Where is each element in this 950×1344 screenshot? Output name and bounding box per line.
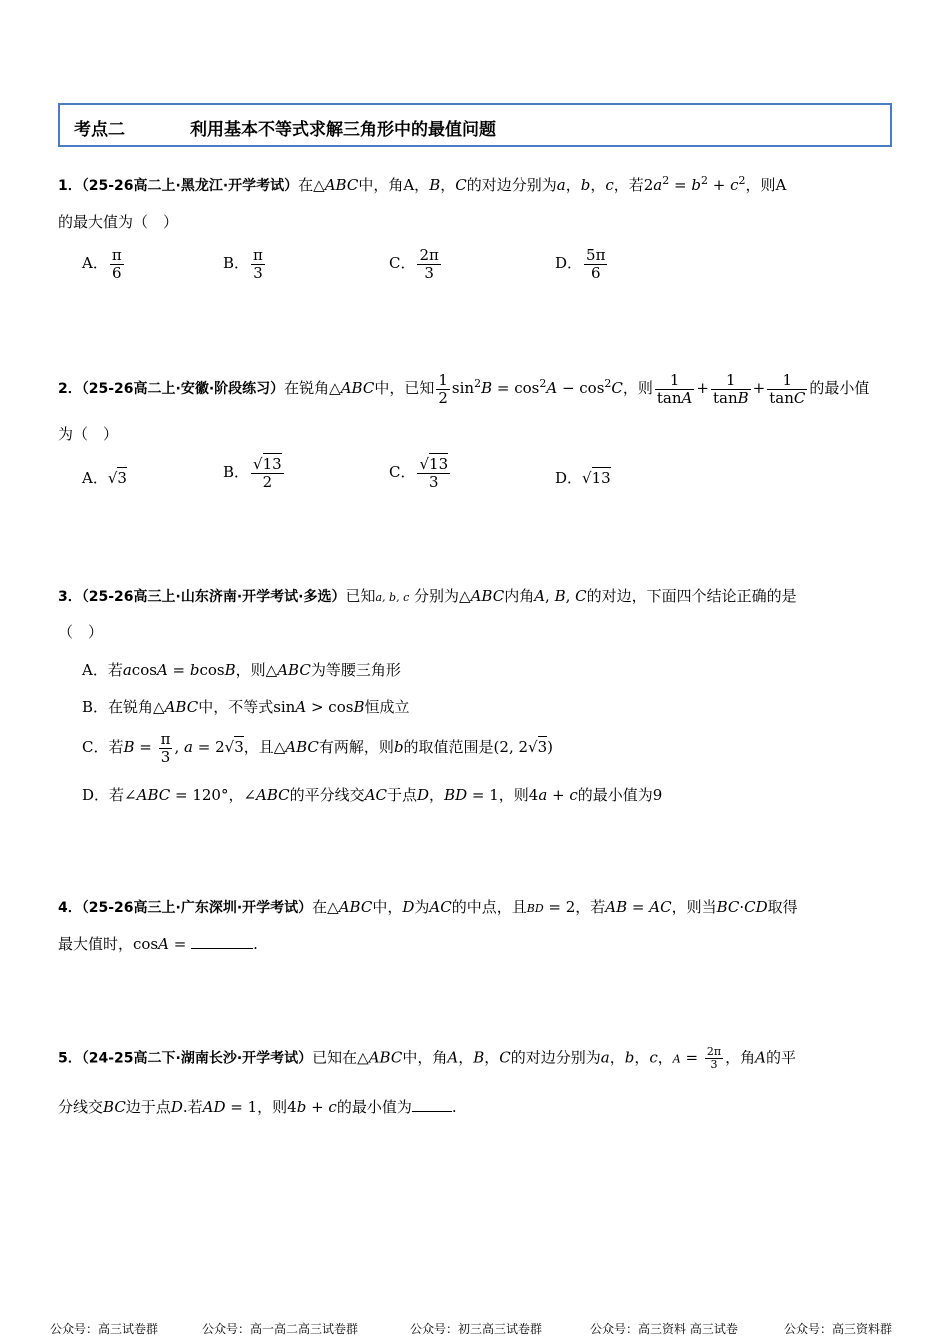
footer-item: 公众号：高三试卷群 [50,1322,159,1336]
q3-option-d[interactable]: D．若∠ABC = 120°，∠ABC的平分线交AC于点D，BD = 1，则4a + c的最小值为9 [82,786,663,804]
section-label: 考点二 [74,120,125,140]
question-3-line1: 3．（25-26高三上·山东济南·开学考试·多选）已知a, b, c 分别为△ABC内角A, B, C的对边，下面四个结论正确的是 [58,587,797,605]
footer-item: 公众号：高三资料 高三试卷 [590,1322,738,1336]
question-4-line2: 最大值时，cosA = . [58,935,258,953]
section-header [58,103,892,147]
q1-option-c[interactable]: C． $\frac{2\pi}{3}$ [389,246,439,282]
section-title: 利用基本不等式求解三角形中的最值问题 [190,120,496,140]
q2-option-d[interactable]: D．√13 [555,469,611,487]
q3-number: 3． [58,589,82,605]
footer-item: 公众号：初三高三试卷群 [410,1322,543,1336]
question-5-line1: 5．（24-25高二下·湖南长沙·开学考试）已知在△ABC中，角A，B，C的对边分别为a，b，c，A = $\frac{2\pi}{3}$ ，角A的平 [58,1045,796,1072]
q3-source: （25-26高三上·山东济南·开学考试·多选） [81,589,346,605]
q1-option-b[interactable]: B． $\frac{\pi}{3}$ [223,246,263,282]
q5-source: （24-25高二下·湖南长沙·开学考试） [81,1050,313,1067]
q4-answer-blank[interactable] [191,948,253,949]
q4-source: （25-26高三上·广东深圳·开学考试） [81,900,313,916]
question-3-line2: （ ） [58,623,104,641]
question-2-line1: 2．（25-26高二上·安徽·阶段练习）在锐角△ABC中，已知 $\frac{1}{2}$ $\sin^2B = \cos^2A - \cos^2C$，则 $\frac{1}{\tan A}$ + $\frac{1}{\tan B}$ + $\frac{1}{\tan C}$ 的最小值 [58,371,870,407]
q1-option-d[interactable]: D． $\frac{5\pi}{6}$ [555,246,606,282]
q2-number: 2． [58,381,82,397]
q2-option-c[interactable]: C． $\frac{√13}{3}$ [389,455,449,491]
q3-option-c[interactable]: C．若B = $\frac{\pi}{3}$ , a = 2√3，且△ABC有两解，则b的取值范围是(2, 2√3) [82,730,553,766]
q2-option-b[interactable]: B． $\frac{√13}{2}$ [223,455,282,491]
q4-number: 4． [58,900,82,916]
q2-option-a[interactable]: A．√3 [82,469,127,487]
question-1-line2: 的最大值为（ ） [58,213,179,231]
q2-source: （25-26高二上·安徽·阶段练习） [81,381,285,397]
q5-number: 5． [58,1050,82,1067]
q1-number: 1． [58,178,82,194]
q3-option-a[interactable]: A．若acosA = bcosB，则△ABC为等腰三角形 [82,661,401,679]
question-1-line1: 1．（25-26高二上·黑龙江·开学考试）在△ABC中，角A，B，C的对边分别为a，b，c，若$2a^2 = b^2 + c^2$，则A [58,174,787,194]
question-5-line2: 分线交BC边于点D.若AD = 1，则4b + c的最小值为 . [58,1098,457,1116]
q1-option-a[interactable]: A． $\frac{\pi}{6}$ [82,246,122,282]
q5-answer-blank[interactable] [412,1111,452,1112]
question-2-line2: 为（ ） [58,425,119,443]
question-4-line1: 4．（25-26高三上·广东深圳·开学考试）在△ABC中，D为AC的中点，且BD = 2，若AB = AC，则当BC·CD取得 [58,898,798,916]
footer-item: 公众号：高一高二高三试卷群 [202,1322,359,1336]
footer-item: 公众号：高三资料群 [784,1322,893,1336]
q1-source: （25-26高二上·黑龙江·开学考试） [81,178,299,194]
q3-option-b[interactable]: B．在锐角△ABC中，不等式sinA > cosB恒成立 [82,698,410,716]
